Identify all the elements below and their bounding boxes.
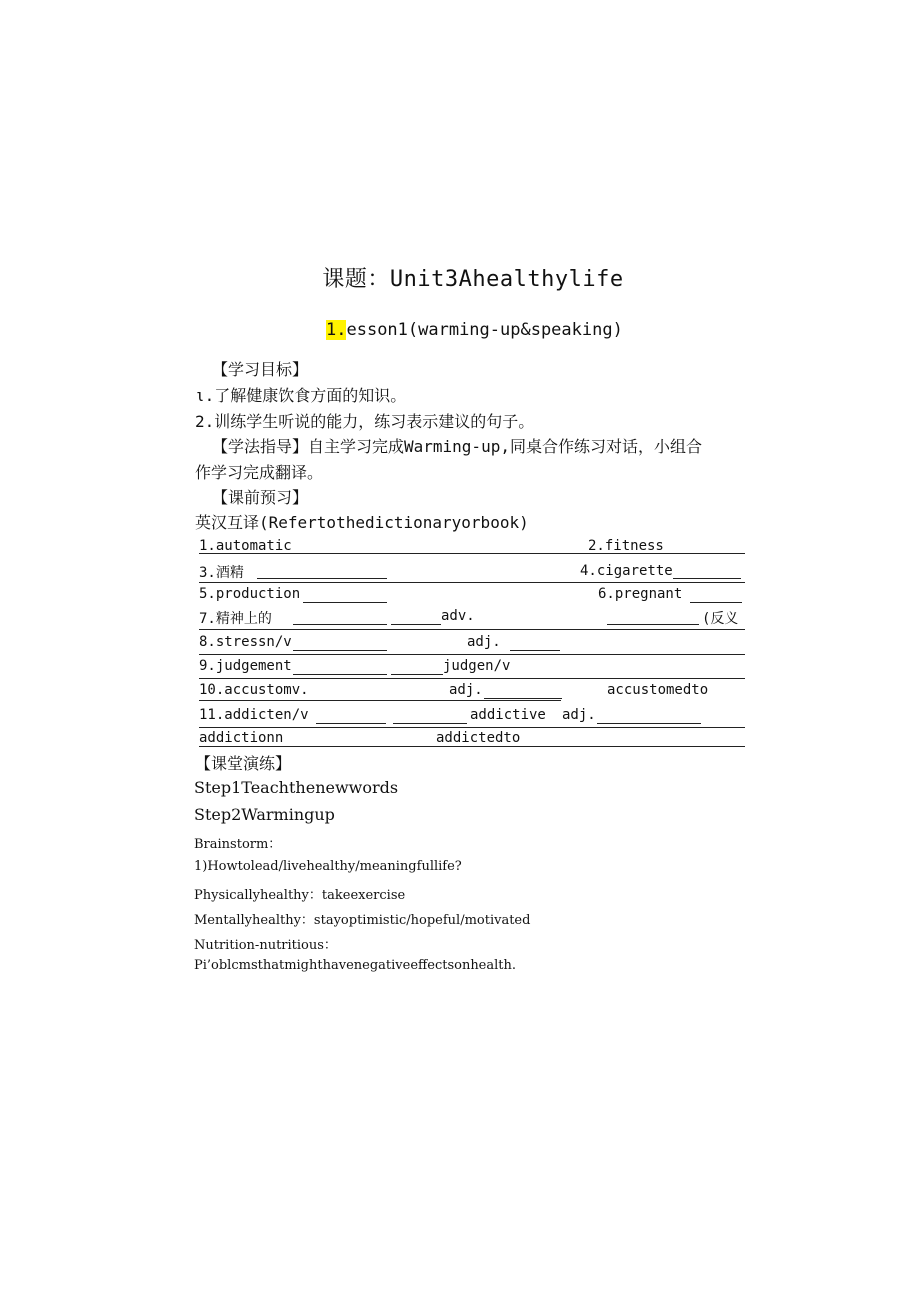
problems-line: Pi’oblcmsthatmighthavenegativeeffectsonhealth.: [194, 958, 517, 973]
vocab-2: 2.fitness: [588, 538, 664, 554]
vocab-blank-7a: [293, 624, 387, 625]
subtitle-number: 1.: [326, 320, 347, 340]
vocab-11: 11.addicten/v: [199, 707, 309, 723]
vocab-blank-11a: [316, 723, 386, 724]
method-line-1: 【学法指导】自主学习完成Warming-up,同桌合作练习对话，小组合: [212, 437, 702, 456]
lesson-subtitle: [326, 320, 623, 340]
vocab-10-phrase: accustomedto: [607, 682, 709, 698]
vocab-blank-11c: [597, 723, 701, 724]
step-2: Step2Warmingup: [194, 805, 335, 824]
vocab-10-adj: adj.: [449, 682, 483, 698]
vocab-12: addictionn: [199, 730, 284, 746]
vocab-7-antonym: (反义: [702, 611, 739, 627]
physically-healthy: Physicallyhealthy：takeexercise: [194, 888, 406, 903]
vocab-9-judge: judgen/v: [443, 658, 511, 674]
vocab-6: 6.pregnant: [598, 586, 683, 602]
practice-heading: 【课堂演练】: [195, 754, 292, 773]
question-1: 1)Howtolead/livehealthy/meaningfullife?: [194, 859, 462, 874]
vocab-rule-8: [199, 727, 745, 728]
vocab-blank-8a: [293, 650, 387, 651]
vocab-8: 8.stressn/v: [199, 634, 292, 650]
vocab-blank-7c: [607, 624, 699, 625]
vocab-blank-6: [690, 602, 742, 603]
objective-item-2: 2.训练学生听说的能力，练习表示建议的句子。: [195, 412, 535, 431]
vocab-blank-9b: [391, 674, 443, 675]
nutrition-line: Nutrition-nutritious：: [194, 938, 337, 953]
vocab-rule-5: [199, 654, 745, 655]
vocab-blank-11b: [393, 723, 467, 724]
subtitle-text: esson1(warming-up&speaking): [346, 320, 623, 340]
brainstorm-label: Brainstorm：: [194, 837, 282, 852]
vocab-9: 9.judgement: [199, 658, 292, 674]
objectives-heading: 【学习目标】: [212, 360, 309, 379]
vocab-rule-4: [199, 629, 745, 630]
vocab-blank-7b: [391, 624, 441, 625]
vocab-12-phrase: addictedto: [436, 730, 521, 746]
objective-item-1: ι.了解健康饮食方面的知识。: [195, 386, 407, 405]
vocab-5: 5.production: [199, 586, 301, 602]
page-title: 课题：Unit3Ahealthylife: [322, 267, 624, 292]
vocab-11-addictive: addictive: [470, 707, 546, 723]
vocab-rule-7: [199, 700, 561, 701]
vocab-blank-4: [673, 578, 741, 579]
vocab-7-adv: adv.: [441, 608, 475, 624]
vocab-blank-8b: [510, 650, 560, 651]
vocab-blank-10: [484, 698, 562, 699]
preview-heading: 【课前预习】: [212, 488, 309, 507]
vocab-rule-6: [199, 678, 745, 679]
method-line-2: 作学习完成翻译。: [195, 463, 324, 482]
vocab-11-adj: adj.: [562, 707, 596, 723]
step-1: Step1Teachthenewwords: [194, 778, 399, 797]
vocab-3: 3.酒精: [199, 565, 244, 581]
vocab-1: 1.automatic: [199, 538, 292, 554]
vocab-rule-1: [199, 553, 745, 554]
vocab-8-adj: adj.: [467, 634, 501, 650]
vocab-blank-3: [257, 578, 387, 579]
vocab-blank-9a: [293, 674, 387, 675]
vocab-7: 7.精神上的: [199, 611, 272, 627]
vocab-10: 10.accustomv.: [199, 682, 309, 698]
preview-instruction: 英汉互译(Refertothedictionaryorbook): [195, 513, 529, 532]
vocab-rule-9: [199, 746, 745, 747]
mentally-healthy: Mentallyhealthy：stayoptimistic/hopeful/motivated: [194, 913, 531, 928]
vocab-blank-5: [303, 602, 387, 603]
vocab-rule-2: [199, 582, 745, 583]
vocab-4: 4.cigarette: [580, 563, 673, 579]
